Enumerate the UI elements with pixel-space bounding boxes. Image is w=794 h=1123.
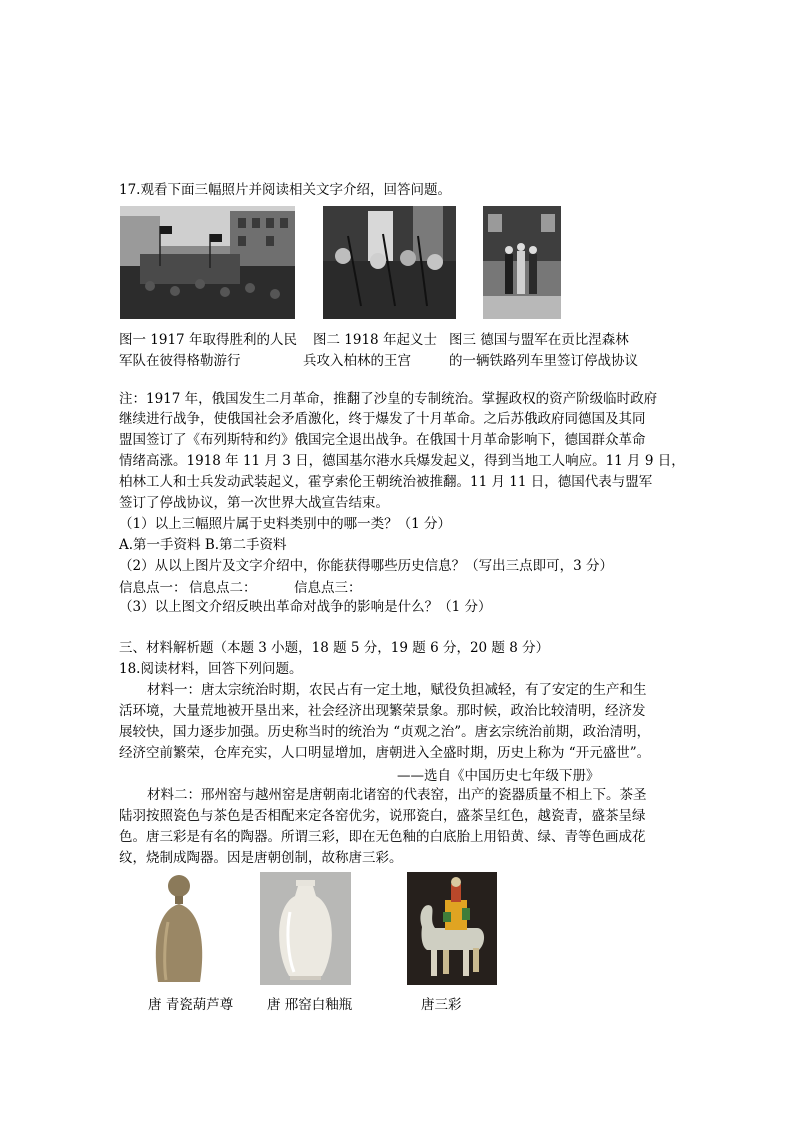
material-2-line: 纹，烧制成陶器。因是唐朝创制，故称唐三彩。 — [119, 850, 403, 866]
note-line: 注：1917 年，俄国发生二月革命，推翻了沙皇的专制统治。掌握政权的资产阶级临时政府 — [119, 391, 658, 407]
caption-3-line2: 的一辆铁路列车里签订停战协议 — [449, 353, 638, 369]
info-point-1: 信息点一： — [119, 580, 187, 596]
material-2-line: 陆羽按照瓷色与茶色是否相配来定各窑优劣，说邢瓷白，盛茶呈红色，越瓷青，盛茶呈绿 — [119, 808, 646, 824]
section-heading: 三、材料解析题（本题 3 小题，18 题 5 分，19 题 6 分，20 题 8 分） — [119, 640, 550, 656]
ceramic-caption-2: 唐 邢窑白釉瓶 — [267, 997, 353, 1013]
q18-title: 18.阅读材料，回答下列问题。 — [119, 661, 303, 677]
photo-celadon-gourd-vessel — [148, 872, 211, 985]
material-2-line: 色。唐三彩是有名的陶器。所谓三彩，即在无色釉的白底胎上用铅黄、绿、青等色画成花 — [119, 829, 646, 845]
note-line: 柏林工人和士兵发动武装起义，霍亨索伦王朝统治被推翻。11 月 11 日，德国代表与盟军 — [119, 474, 653, 490]
photo-tang-sancai-camel — [407, 872, 497, 985]
note-line: 继续进行战争，使俄国社会矛盾激化，终于爆发了十月革命。之后苏俄政府同德国及其同 — [119, 411, 646, 427]
question-1: （1）以上三幅照片属于史料类别中的哪一类？（1 分） — [119, 516, 451, 532]
caption-1-line2: 军队在彼得格勒游行 — [119, 353, 241, 369]
ceramic-caption-1: 唐 青瓷葫芦尊 — [148, 997, 234, 1013]
info-point-3: 信息点三： — [294, 580, 362, 596]
material-2-line: 材料二：邢州窑与越州窑是唐朝南北诸窑的代表窑，出产的瓷器质量不相上下。茶圣 — [147, 787, 647, 803]
photo-xing-white-vase — [260, 872, 351, 985]
material-1-line: 活环境，大量荒地被开垦出来，社会经济出现繁荣景象。那时候，政治比较清明，经济发 — [119, 703, 646, 719]
q17-title: 17.观看下面三幅照片并阅读相关文字介绍，回答问题。 — [119, 182, 451, 198]
note-line: 签订了停战协议，第一次世界大战宣告结束。 — [119, 495, 389, 511]
caption-3-line1: 图三 德国与盟军在贡比涅森林 — [449, 332, 629, 348]
question-3: （3）以上图文介绍反映出革命对战争的影响是什么？（1 分） — [119, 599, 492, 615]
ceramic-caption-3: 唐三彩 — [421, 997, 462, 1013]
photo-berlin-palace — [323, 206, 456, 319]
note-line: 盟国签订了《布列斯特和约》俄国完全退出战争。在俄国十月革命影响下，德国群众革命 — [119, 432, 646, 448]
caption-2-line2: 兵攻入柏林的王宫 — [303, 353, 411, 369]
photo-compiegne-carriage — [483, 206, 561, 319]
question-1-options: A.第一手资料 B.第二手资料 — [119, 537, 287, 553]
material-1-line: 经济空前繁荣，仓库充实，人口明显增加，唐朝进入全盛时期，历史上称为 “开元盛世”。 — [119, 745, 651, 761]
photo-parade-petrograd — [120, 206, 295, 319]
caption-1-line1: 图一 1917 年取得胜利的人民 — [119, 332, 297, 348]
material-1-source: ——选自《中国历史七年级下册》 — [397, 768, 600, 784]
question-2: （2）从以上图片及文字介绍中，你能获得哪些历史信息？（写出三点即可，3 分） — [119, 558, 613, 574]
caption-2-line1: 图二 1918 年起义士 — [313, 332, 437, 348]
info-point-2: 信息点二： — [189, 580, 257, 596]
material-1-line: 材料一：唐太宗统治时期，农民占有一定土地，赋役负担减轻，有了安定的生产和生 — [147, 682, 647, 698]
note-line: 情绪高涨。1918 年 11 月 3 日，德国基尔港水兵爆发起义，得到当地工人响应。11 月 9 日， — [119, 453, 685, 469]
material-1-line: 展较快，国力逐步加强。历史称当时的统治为 “贞观之治”。唐玄宗统治前期，政治清明， — [119, 724, 651, 740]
